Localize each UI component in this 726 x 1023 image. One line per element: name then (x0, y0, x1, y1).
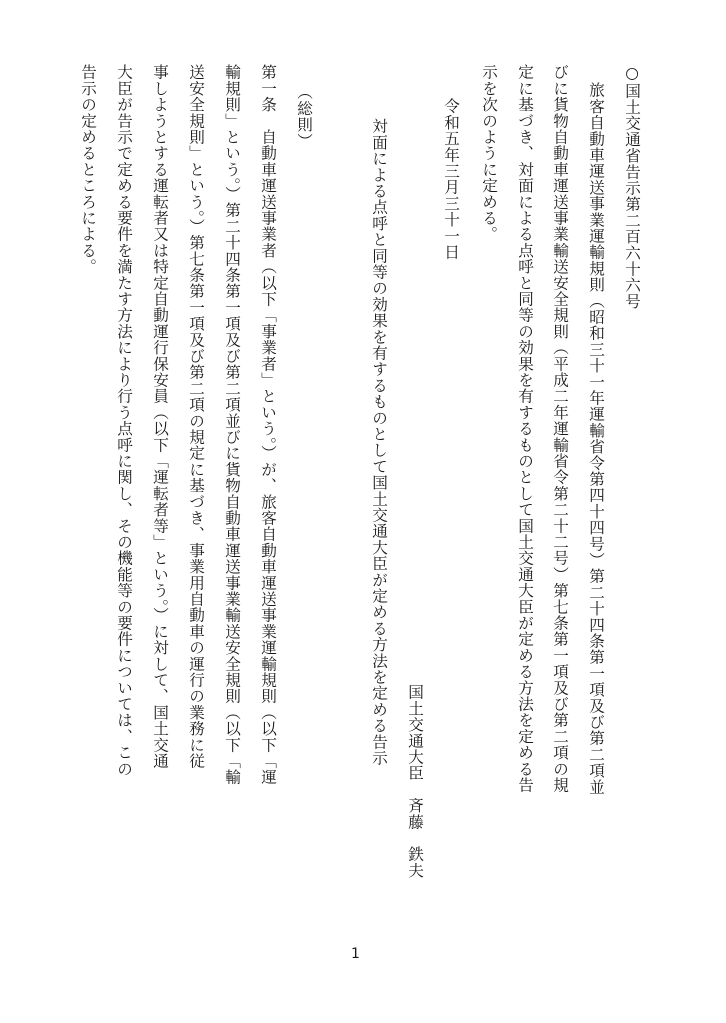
article-1-line: 事しようとする運転者又は特定自動運行保安員（以下「運転者等」という。）に対して、国土交通 (151, 64, 169, 769)
preamble-line: びに貨物自動車運送事業輸送安全規則（平成二年運輸省令第二十二号）第七条第一項及び第二項の規 (551, 64, 569, 793)
article-1-line: 大臣が告示で定める要件を満たす方法により行う点呼に関し、その機能等の要件については、この (115, 64, 133, 777)
preamble-line: 定に基づき、対面による点呼と同等の効果を有するものとして国土交通大臣が定める方法を定める告 (516, 64, 534, 793)
section-heading: （総則） (295, 84, 313, 149)
notice-number: ○国土交通省告示第二百六十六号 (623, 64, 641, 310)
signatory: 国土交通大臣 斉藤 鉄夫 (406, 684, 424, 879)
article-1-line: 輸規則」という。）第二十四条第一項及び第二項並びに貨物自動車運送事業輸送安全規則（以下「輸 (223, 64, 241, 786)
notice-date: 令和五年三月三十一日 (442, 98, 460, 260)
article-1-line: 第一条 自動車運送事業者（以下「事業者」という。）が、旅客自動車運送事業運輸規則（以下「運 (259, 64, 277, 786)
article-1-line: 告示の定めるところによる。 (79, 64, 97, 275)
article-1-line: 送安全規則」という。）第七条第一項及び第二項の規定に基づき、事業用自動車の運行の業務に従 (187, 64, 205, 769)
notice-title: 対面による点呼と同等の効果を有するものとして国土交通大臣が定める方法を定める告示 (370, 118, 388, 766)
page-number: 1 (351, 946, 360, 962)
preamble-line: 示を次のように定める。 (480, 64, 498, 243)
preamble-line: 旅客自動車運送事業運輸規則（昭和三十一年運輸省令第四十四号）第二十四条第一項及び第二項並 (587, 82, 605, 795)
